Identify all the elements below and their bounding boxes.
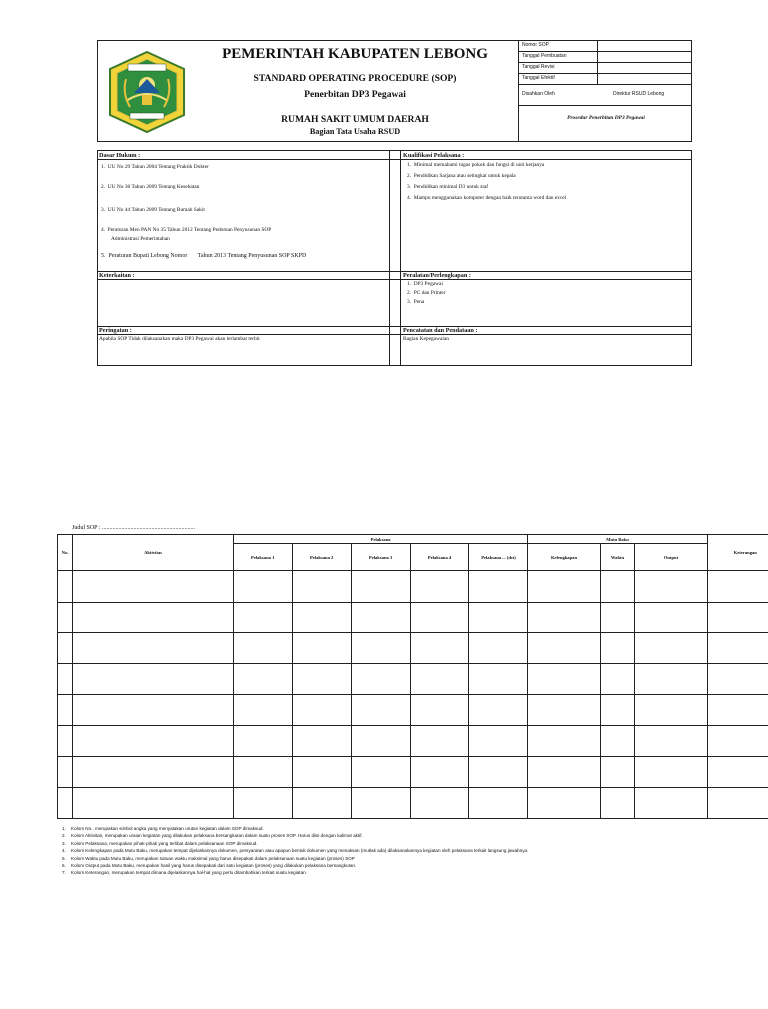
table-cell (410, 633, 469, 664)
table-cell (635, 603, 707, 633)
col-keterangan: Keterangan (707, 535, 768, 571)
table-cell (410, 664, 469, 695)
pencatatan-label: Pencatatan dan Pendataan : (403, 327, 478, 334)
sop-name: Penerbitan DP3 Pegawai (304, 89, 406, 100)
table-cell (292, 788, 351, 819)
dasar-hukum-item-3: 3. UU No 44 Tahun 2009 Tentang Rumah Sakit (101, 207, 205, 213)
table-cell (600, 757, 635, 788)
tanggal-pembuatan-label: Tanggal Pembuatan (519, 52, 598, 62)
table-cell (528, 664, 600, 695)
footnote-5: 5. Kolom Waktu pada Mutu Baku, merupakan satuan waktu maksimal yang harus disepakati dalam pelaksanaan suatu kegiatan (proses) SOP (62, 855, 355, 861)
table-cell (469, 603, 528, 633)
col-no: No. (58, 535, 73, 571)
col-pelaksana-4: Pelaksana 4 (410, 544, 469, 571)
kualifikasi-item-4: 4. Mampu menggunakan komputer dengan baik terutama word dan excel (407, 195, 567, 201)
table-cell (73, 788, 233, 819)
table-cell (73, 571, 233, 603)
col-mutu-baku: Mutu Baku (528, 535, 707, 544)
table-cell (410, 695, 469, 726)
table-cell (635, 633, 707, 664)
table-cell (635, 664, 707, 695)
peringatan-text: Apabila SOP Tidak dilaksanakan maka DP3 Pegawai akan terlambat terbit (99, 336, 260, 342)
table-cell (58, 695, 73, 726)
table-cell (600, 695, 635, 726)
table-cell (233, 726, 292, 757)
table-cell (635, 788, 707, 819)
meta-table (518, 41, 692, 141)
table-cell (233, 664, 292, 695)
table-cell (410, 788, 469, 819)
sop-title: STANDARD OPERATING PROCEDURE (SOP) (253, 73, 457, 84)
table-cell (351, 788, 410, 819)
prosedur-label: Prosedur Penerbitan DP3 Pegawai (567, 115, 645, 121)
table-cell (58, 757, 73, 788)
table-row (58, 603, 768, 633)
col-waktu: Waktu (600, 544, 635, 571)
table-row (58, 788, 768, 819)
dasar-hukum-item-5: 5. Peraturan Bupati Lebong Nomor Tahun 2013 Tentang Penyusunan SOP SKPD (101, 253, 307, 259)
table-cell (707, 695, 768, 726)
table-cell (73, 695, 233, 726)
footnote-4: 4. Kolom Kelengkapan pada Mutu Baku, merupakan tempat dijelaskannya dokumen, persyaratan atau apapun bentuk dokumen yang menaksan (mutlak ada) dilaksanakannya kegiatan oleh pelaksana terkait langsung jawabnya. (62, 848, 529, 854)
table-cell (351, 726, 410, 757)
table-cell (351, 571, 410, 603)
table-cell (528, 603, 600, 633)
table-cell (292, 757, 351, 788)
gov-title: PEMERINTAH KABUPATEN LEBONG (222, 46, 488, 62)
table-cell (351, 664, 410, 695)
table-cell (600, 571, 635, 603)
hospital-name: RUMAH SAKIT UMUM DAERAH (281, 114, 429, 125)
table-cell (73, 633, 233, 664)
table-cell (707, 571, 768, 603)
table-cell (469, 788, 528, 819)
kualifikasi-item-3: 3. Pendidikan minimal D3 untuk staf (407, 184, 489, 190)
col-aktivitas: Aktivitas (73, 535, 233, 571)
table-cell (58, 571, 73, 603)
table-cell (233, 757, 292, 788)
table-cell (600, 726, 635, 757)
col-kelengkapan: Kelengkapan (528, 544, 600, 571)
kualifikasi-label: Kualifikasi Pelaksana : (403, 152, 465, 159)
table-cell (528, 726, 600, 757)
table-cell (58, 633, 73, 664)
footnote-3: 3. Kolom Pelaksana, merupakan pihak-pihak yang terlibat dalam pelaksanaan SOP dimaksud. (62, 840, 258, 846)
kualifikasi-item-1: 1. Minimal memahami tugas pokok dan fungsi di unit kerjanya (407, 162, 545, 168)
table-cell (707, 788, 768, 819)
dasar-hukum-label: Dasar Hukum : (99, 152, 141, 159)
table-row (58, 664, 768, 695)
table-cell (707, 603, 768, 633)
table-cell (600, 788, 635, 819)
table-cell (469, 695, 528, 726)
dasar-hukum-item-2: 2. UU No 36 Tahun 2009 Tentang Kesehatan (101, 184, 200, 190)
table-cell (351, 695, 410, 726)
table-cell (410, 757, 469, 788)
table-cell (233, 571, 292, 603)
table-cell (469, 757, 528, 788)
table-cell (410, 726, 469, 757)
col-pelaksana-1: Pelaksana 1 (233, 544, 292, 571)
dasar-hukum-item-1: 1. UU No 29 Tahun 2004 Tentang Praktik Dokter (101, 164, 209, 170)
dasar-hukum-item-4b: Administrasi Pemerintahan (111, 236, 170, 242)
table-cell (73, 726, 233, 757)
table-row (58, 757, 768, 788)
table-cell (635, 571, 707, 603)
table-cell (58, 664, 73, 695)
table-cell (292, 726, 351, 757)
table-cell (58, 788, 73, 819)
peralatan-label: Peralatan/Perlengkapan : (403, 272, 471, 279)
table-cell (292, 603, 351, 633)
col-pelaksana-dst: Pelaksana ... (dst) (469, 544, 528, 571)
table-cell (292, 571, 351, 603)
col-pelaksana-2: Pelaksana 2 (292, 544, 351, 571)
table-cell (58, 726, 73, 757)
judul-sop: Judul SOP : .............................................................. (72, 525, 195, 531)
direktur-label: Direktur RSUD Lebong (613, 91, 665, 97)
procedure-table (57, 534, 768, 819)
table-cell (469, 571, 528, 603)
table-cell (528, 695, 600, 726)
peralatan-item-1: 1. DP3 Pegawai (407, 281, 443, 287)
dasar-hukum-item-4: 4. Peraturan Men PAN No 35 Tahun 2012 Tentang Pedoman Penyusunan SOP (101, 227, 272, 233)
table-cell (292, 695, 351, 726)
table-cell (351, 633, 410, 664)
table-cell (469, 633, 528, 664)
table-cell (528, 788, 600, 819)
info-block (97, 150, 692, 366)
table-cell (233, 603, 292, 633)
footnote-2: 2. Kolom Aktivitas, merupakan uraian kegiatan yang dilakukan pelaksana bersangkutan dalam suatu proses SOP. Harus diisi dengan kalimat aktif. (62, 833, 363, 839)
disahkan-label: Disahkan Oleh (522, 91, 555, 97)
table-cell (292, 664, 351, 695)
table-cell (528, 757, 600, 788)
tanggal-efektif-label: Tanggal Efektif (519, 74, 598, 84)
table-cell (469, 664, 528, 695)
table-cell (635, 726, 707, 757)
keterkaitan-label: Keterkaitan : (99, 272, 135, 279)
header-block (97, 40, 692, 142)
department-name: Bagian Tata Usaha RSUD (309, 127, 401, 136)
table-cell (233, 695, 292, 726)
table-cell (528, 571, 600, 603)
table-cell (233, 633, 292, 664)
table-cell (410, 603, 469, 633)
peralatan-item-3: 3. Pena (407, 299, 425, 305)
kualifikasi-item-2: 2. Pendidikan Sarjana atau setingkat untuk kepala (407, 173, 516, 179)
peralatan-item-2: 2. PC dan Printer (407, 290, 446, 296)
col-output: Output (635, 544, 707, 571)
col-pelaksana-3: Pelaksana 3 (351, 544, 410, 571)
table-row (58, 726, 768, 757)
table-cell (635, 695, 707, 726)
table-cell (410, 571, 469, 603)
table-cell (351, 603, 410, 633)
table-cell (73, 757, 233, 788)
table-cell (707, 633, 768, 664)
lebong-logo (104, 49, 190, 135)
table-cell (292, 633, 351, 664)
footnotes (62, 826, 762, 878)
table-cell (707, 757, 768, 788)
peringatan-label: Peringatan : (99, 327, 132, 334)
table-row (58, 695, 768, 726)
tanggal-revisi-label: Tanggal Revisi (519, 63, 598, 73)
table-row (58, 633, 768, 664)
table-cell (351, 757, 410, 788)
footnote-7: 7. Kolom Keterangan, merupakan tempat dimana dijelaskannya hal-hal yang perlu ditambahkan terkait suatu kegiatan. (62, 870, 307, 876)
table-cell (707, 664, 768, 695)
footnote-1: 1. Kolom No., merupakan simbol angka yang menyatakan urutan kegiatan dalam SOP dimaksud. (62, 826, 264, 831)
table-cell (73, 603, 233, 633)
table-cell (600, 664, 635, 695)
footnote-6: 6. Kolom Output pada Mutu Baku, merupakan hasil yang harus disepakati dari satu kegiatan (proses) yang dilakukan pelaksana bersangkutan. (62, 862, 357, 868)
table-cell (73, 664, 233, 695)
table-cell (528, 633, 600, 664)
nomor-sop-label: Nomor SOP (519, 41, 598, 51)
table-cell (233, 788, 292, 819)
table-cell (600, 603, 635, 633)
col-pelaksana: Pelaksana (233, 535, 528, 544)
table-row (58, 571, 768, 603)
table-cell (707, 726, 768, 757)
pencatatan-text: Bagian Kepegawaian (403, 336, 449, 342)
table-cell (58, 603, 73, 633)
table-cell (469, 726, 528, 757)
table-cell (600, 633, 635, 664)
table-cell (635, 757, 707, 788)
